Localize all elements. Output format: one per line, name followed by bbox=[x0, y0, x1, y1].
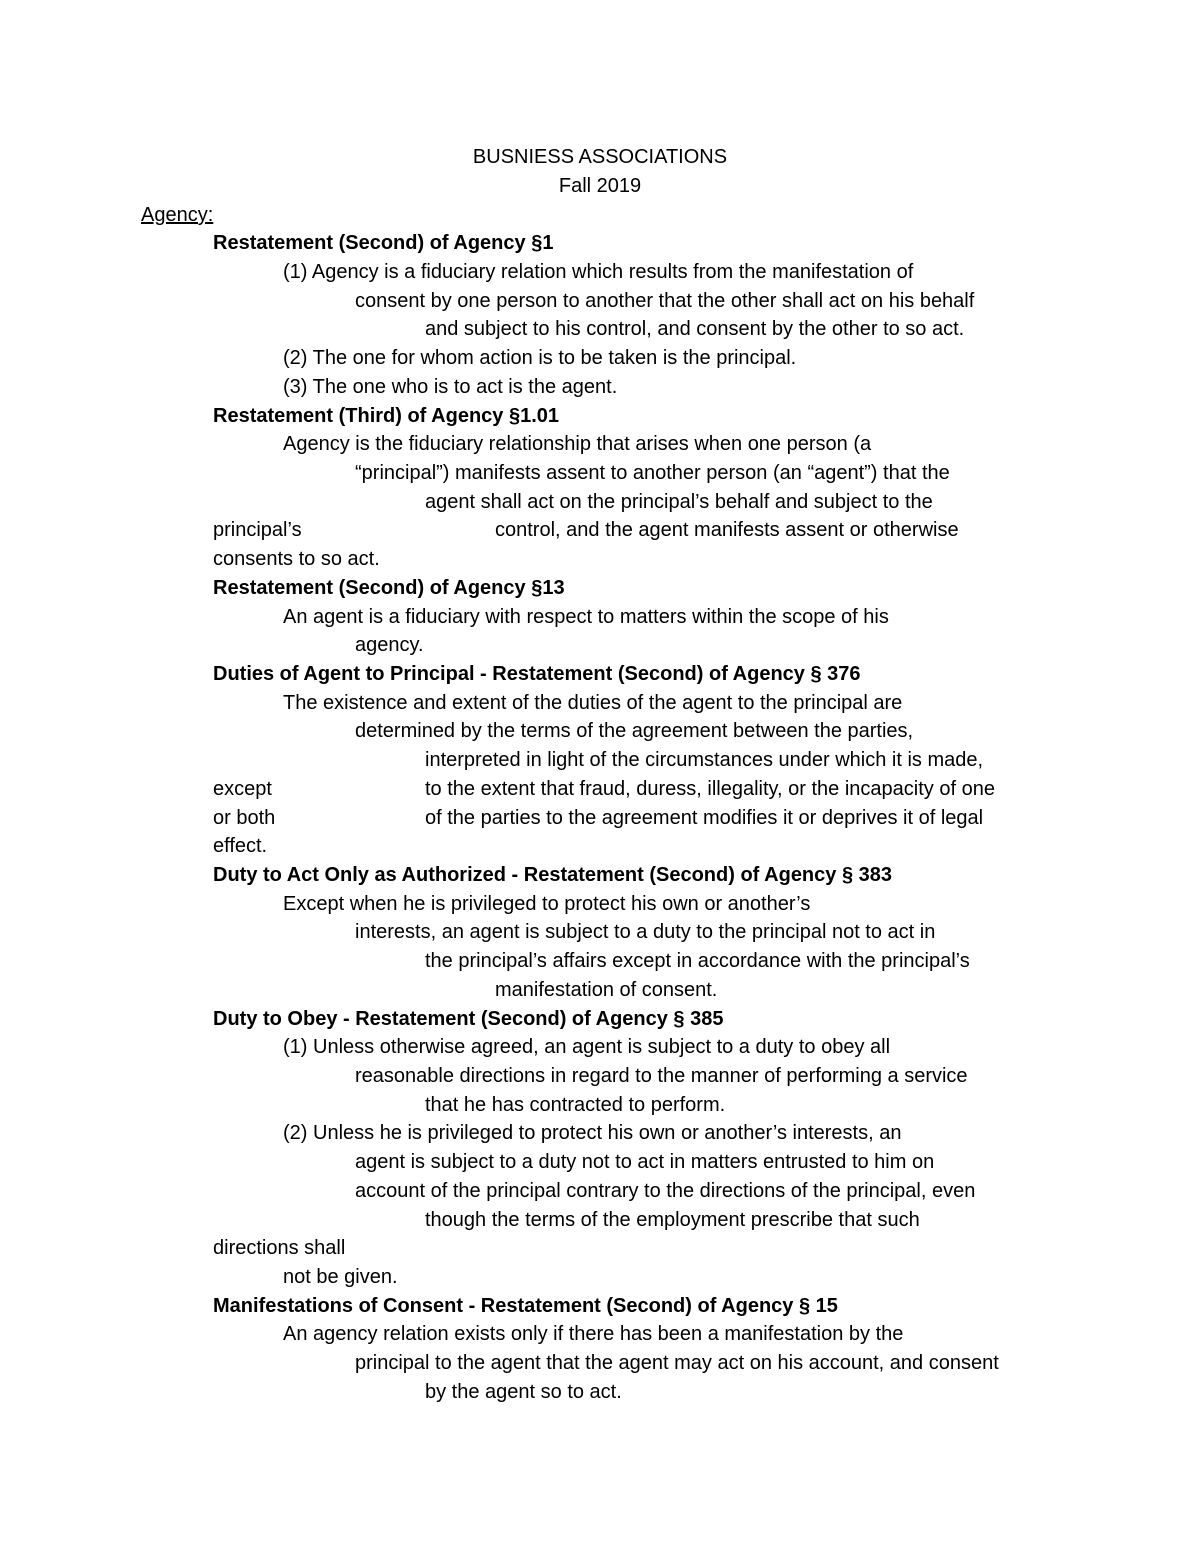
text-line: principal to the agent that the agent may act on his account, and consent bbox=[355, 1352, 999, 1374]
text-line: except bbox=[213, 778, 272, 800]
text-line: reasonable directions in regard to the manner of performing a service bbox=[355, 1065, 968, 1087]
text-line: directions shall bbox=[213, 1237, 346, 1259]
rule-heading: Duty to Act Only as Authorized - Restatement (Second) of Agency § 383 bbox=[213, 864, 893, 886]
rule-heading: Duties of Agent to Principal - Restatement (Second) of Agency § 376 bbox=[213, 663, 861, 685]
text-line: An agent is a fiduciary with respect to matters within the scope of his bbox=[283, 606, 889, 628]
text-line: Agency is the fiduciary relationship that arises when one person (a bbox=[283, 433, 872, 455]
document-title: BUSNIESS ASSOCIATIONS bbox=[472, 146, 728, 168]
text-line: and subject to his control, and consent by the other to so act. bbox=[425, 318, 965, 340]
text-line: that he has contracted to perform. bbox=[425, 1094, 726, 1116]
text-line: interests, an agent is subject to a duty to the principal not to act in bbox=[355, 921, 936, 943]
text-line: agent is subject to a duty not to act in matters entrusted to him on bbox=[355, 1151, 935, 1173]
text-line: the principal’s affairs except in accordance with the principal’s bbox=[425, 950, 970, 972]
document-term: Fall 2019 bbox=[558, 175, 642, 197]
text-line: by the agent so to act. bbox=[425, 1381, 622, 1403]
text-line: (2) Unless he is privileged to protect his own or another’s interests, an bbox=[283, 1122, 902, 1144]
text-line: (3) The one who is to act is the agent. bbox=[283, 376, 618, 398]
rule-heading: Duty to Obey - Restatement (Second) of Agency § 385 bbox=[213, 1008, 724, 1030]
text-line: consents to so act. bbox=[213, 548, 380, 570]
text-line: principal’s bbox=[213, 519, 302, 541]
text-line: though the terms of the employment prescribe that such bbox=[425, 1209, 920, 1231]
text-line: “principal”) manifests assent to another person (an “agent”) that the bbox=[355, 462, 950, 484]
text-line: control, and the agent manifests assent or otherwise bbox=[495, 519, 959, 541]
text-line: (1) Unless otherwise agreed, an agent is subject to a duty to obey all bbox=[283, 1036, 891, 1058]
text-line: An agency relation exists only if there has been a manifestation by the bbox=[283, 1323, 904, 1345]
rule-heading: Restatement (Second) of Agency §13 bbox=[213, 577, 565, 599]
text-line: effect. bbox=[213, 835, 268, 857]
text-line: account of the principal contrary to the directions of the principal, even bbox=[355, 1180, 976, 1202]
text-line: The existence and extent of the duties of the agent to the principal are bbox=[283, 692, 903, 714]
section-heading-agency: Agency: bbox=[141, 204, 214, 226]
rule-heading: Restatement (Second) of Agency §1 bbox=[213, 232, 554, 254]
text-line: Except when he is privileged to protect his own or another’s bbox=[283, 893, 811, 915]
text-line: or both bbox=[213, 807, 276, 829]
text-line: agent shall act on the principal’s behalf and subject to the bbox=[425, 491, 933, 513]
text-line: interpreted in light of the circumstances under which it is made, bbox=[425, 749, 984, 771]
text-line: of the parties to the agreement modifies it or deprives it of legal bbox=[425, 807, 984, 829]
rule-heading: Restatement (Third) of Agency §1.01 bbox=[213, 405, 560, 427]
rule-heading: Manifestations of Consent - Restatement (Second) of Agency § 15 bbox=[213, 1295, 838, 1317]
text-line: agency. bbox=[355, 634, 424, 656]
text-line: consent by one person to another that the other shall act on his behalf bbox=[355, 290, 975, 312]
text-line: manifestation of consent. bbox=[495, 979, 718, 1001]
text-line: to the extent that fraud, duress, illegality, or the incapacity of one bbox=[425, 778, 995, 800]
text-line: determined by the terms of the agreement between the parties, bbox=[355, 720, 914, 742]
text-line: (1) Agency is a fiduciary relation which results from the manifestation of bbox=[283, 261, 914, 283]
text-line: (2) The one for whom action is to be taken is the principal. bbox=[283, 347, 797, 369]
text-line: not be given. bbox=[283, 1266, 398, 1288]
